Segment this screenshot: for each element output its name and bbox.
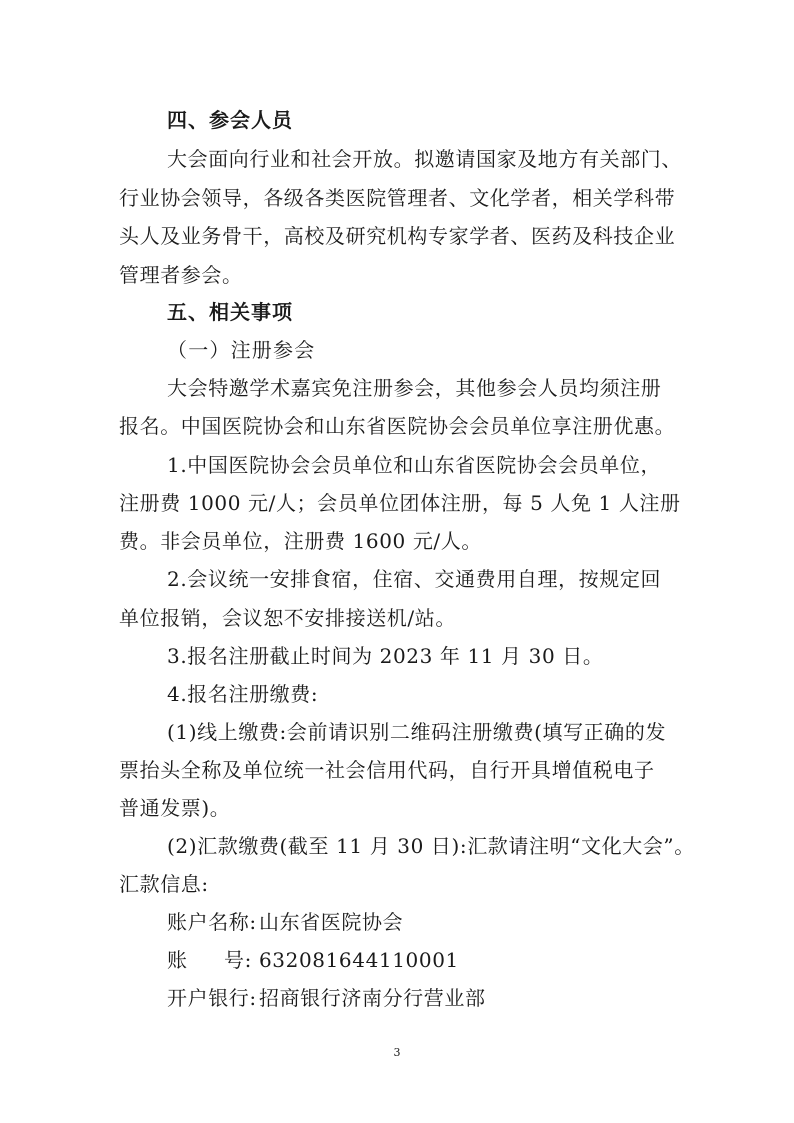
section-5-subheading: （一）注册参会 — [167, 338, 316, 362]
remit-account-name-value: 山东省医院协会 — [258, 910, 404, 934]
item-1-line-1: 1.中国医院协会会员单位和山东省医院协会会员单位， — [167, 453, 662, 477]
item-4-2-line-2: 汇款信息: — [119, 872, 209, 896]
section-4-paragraph-line-1: 大会面向行业和社会开放。拟邀请国家及地方有关部门、 — [167, 147, 682, 171]
item-4-1-line-2: 票抬头全称及单位统一社会信用代码，自行开具增值税电子 — [119, 758, 655, 782]
section-4-paragraph-line-3: 头人及业务骨干，高校及研究机构专家学者、医药及科技企业 — [119, 224, 676, 248]
section-5-intro-line-2: 报名。中国医院协会和山东省医院协会会员单位享注册优惠。 — [119, 414, 676, 438]
item-2-line-1: 2.会议统一安排食宿，住宿、交通费用自理，按规定回 — [167, 567, 662, 591]
remit-account-number-row — [167, 946, 459, 974]
remit-account-number-label-b: 号: — [224, 948, 252, 972]
section-4-paragraph-line-2: 行业协会领导，各级各类医院管理者、文化学者，相关学科带 — [119, 186, 676, 210]
remit-account-number-value: 632081644110001 — [258, 948, 459, 972]
section-5-intro-line-1: 大会特邀学术嘉宾免注册参会，其他参会人员均须注册 — [167, 376, 662, 400]
remit-account-name-row — [167, 908, 403, 936]
item-3-line: 3.报名注册截止时间为 2023 年 11 月 30 日。 — [167, 644, 604, 668]
item-4-line: 4.报名注册缴费: — [167, 682, 319, 706]
remit-account-number-label-a: 账 — [167, 948, 188, 972]
page-number: 3 — [393, 1046, 401, 1059]
remit-bank-value: 招商银行济南分行营业部 — [258, 986, 486, 1010]
item-4-2-line-1: (2)汇款缴费(截至 11 月 30 日):汇款请注明“文化大会”。 — [167, 834, 695, 858]
item-4-1-line-3: 普通发票)。 — [119, 796, 231, 820]
item-2-line-2: 单位报销，会议恕不安排接送机/站。 — [119, 606, 456, 630]
section-5-heading: 五、相关事项 — [167, 300, 293, 324]
section-4-heading: 四、参会人员 — [167, 108, 293, 132]
item-1-line-2: 注册费 1000 元/人；会员单位团体注册，每 5 人免 1 人注册 — [119, 491, 681, 515]
remit-account-number-label — [167, 946, 252, 974]
section-4-paragraph-line-4: 管理者参会。 — [119, 263, 243, 287]
remit-bank-row — [167, 984, 486, 1012]
remit-bank-label: 开户银行: — [167, 986, 257, 1010]
remit-account-name-label: 账户名称: — [167, 910, 257, 934]
item-1-line-3: 费。非会员单位，注册费 1600 元/人。 — [119, 529, 482, 553]
item-4-1-line-1: (1)线上缴费:会前请识别二维码注册缴费(填写正确的发 — [167, 720, 667, 744]
